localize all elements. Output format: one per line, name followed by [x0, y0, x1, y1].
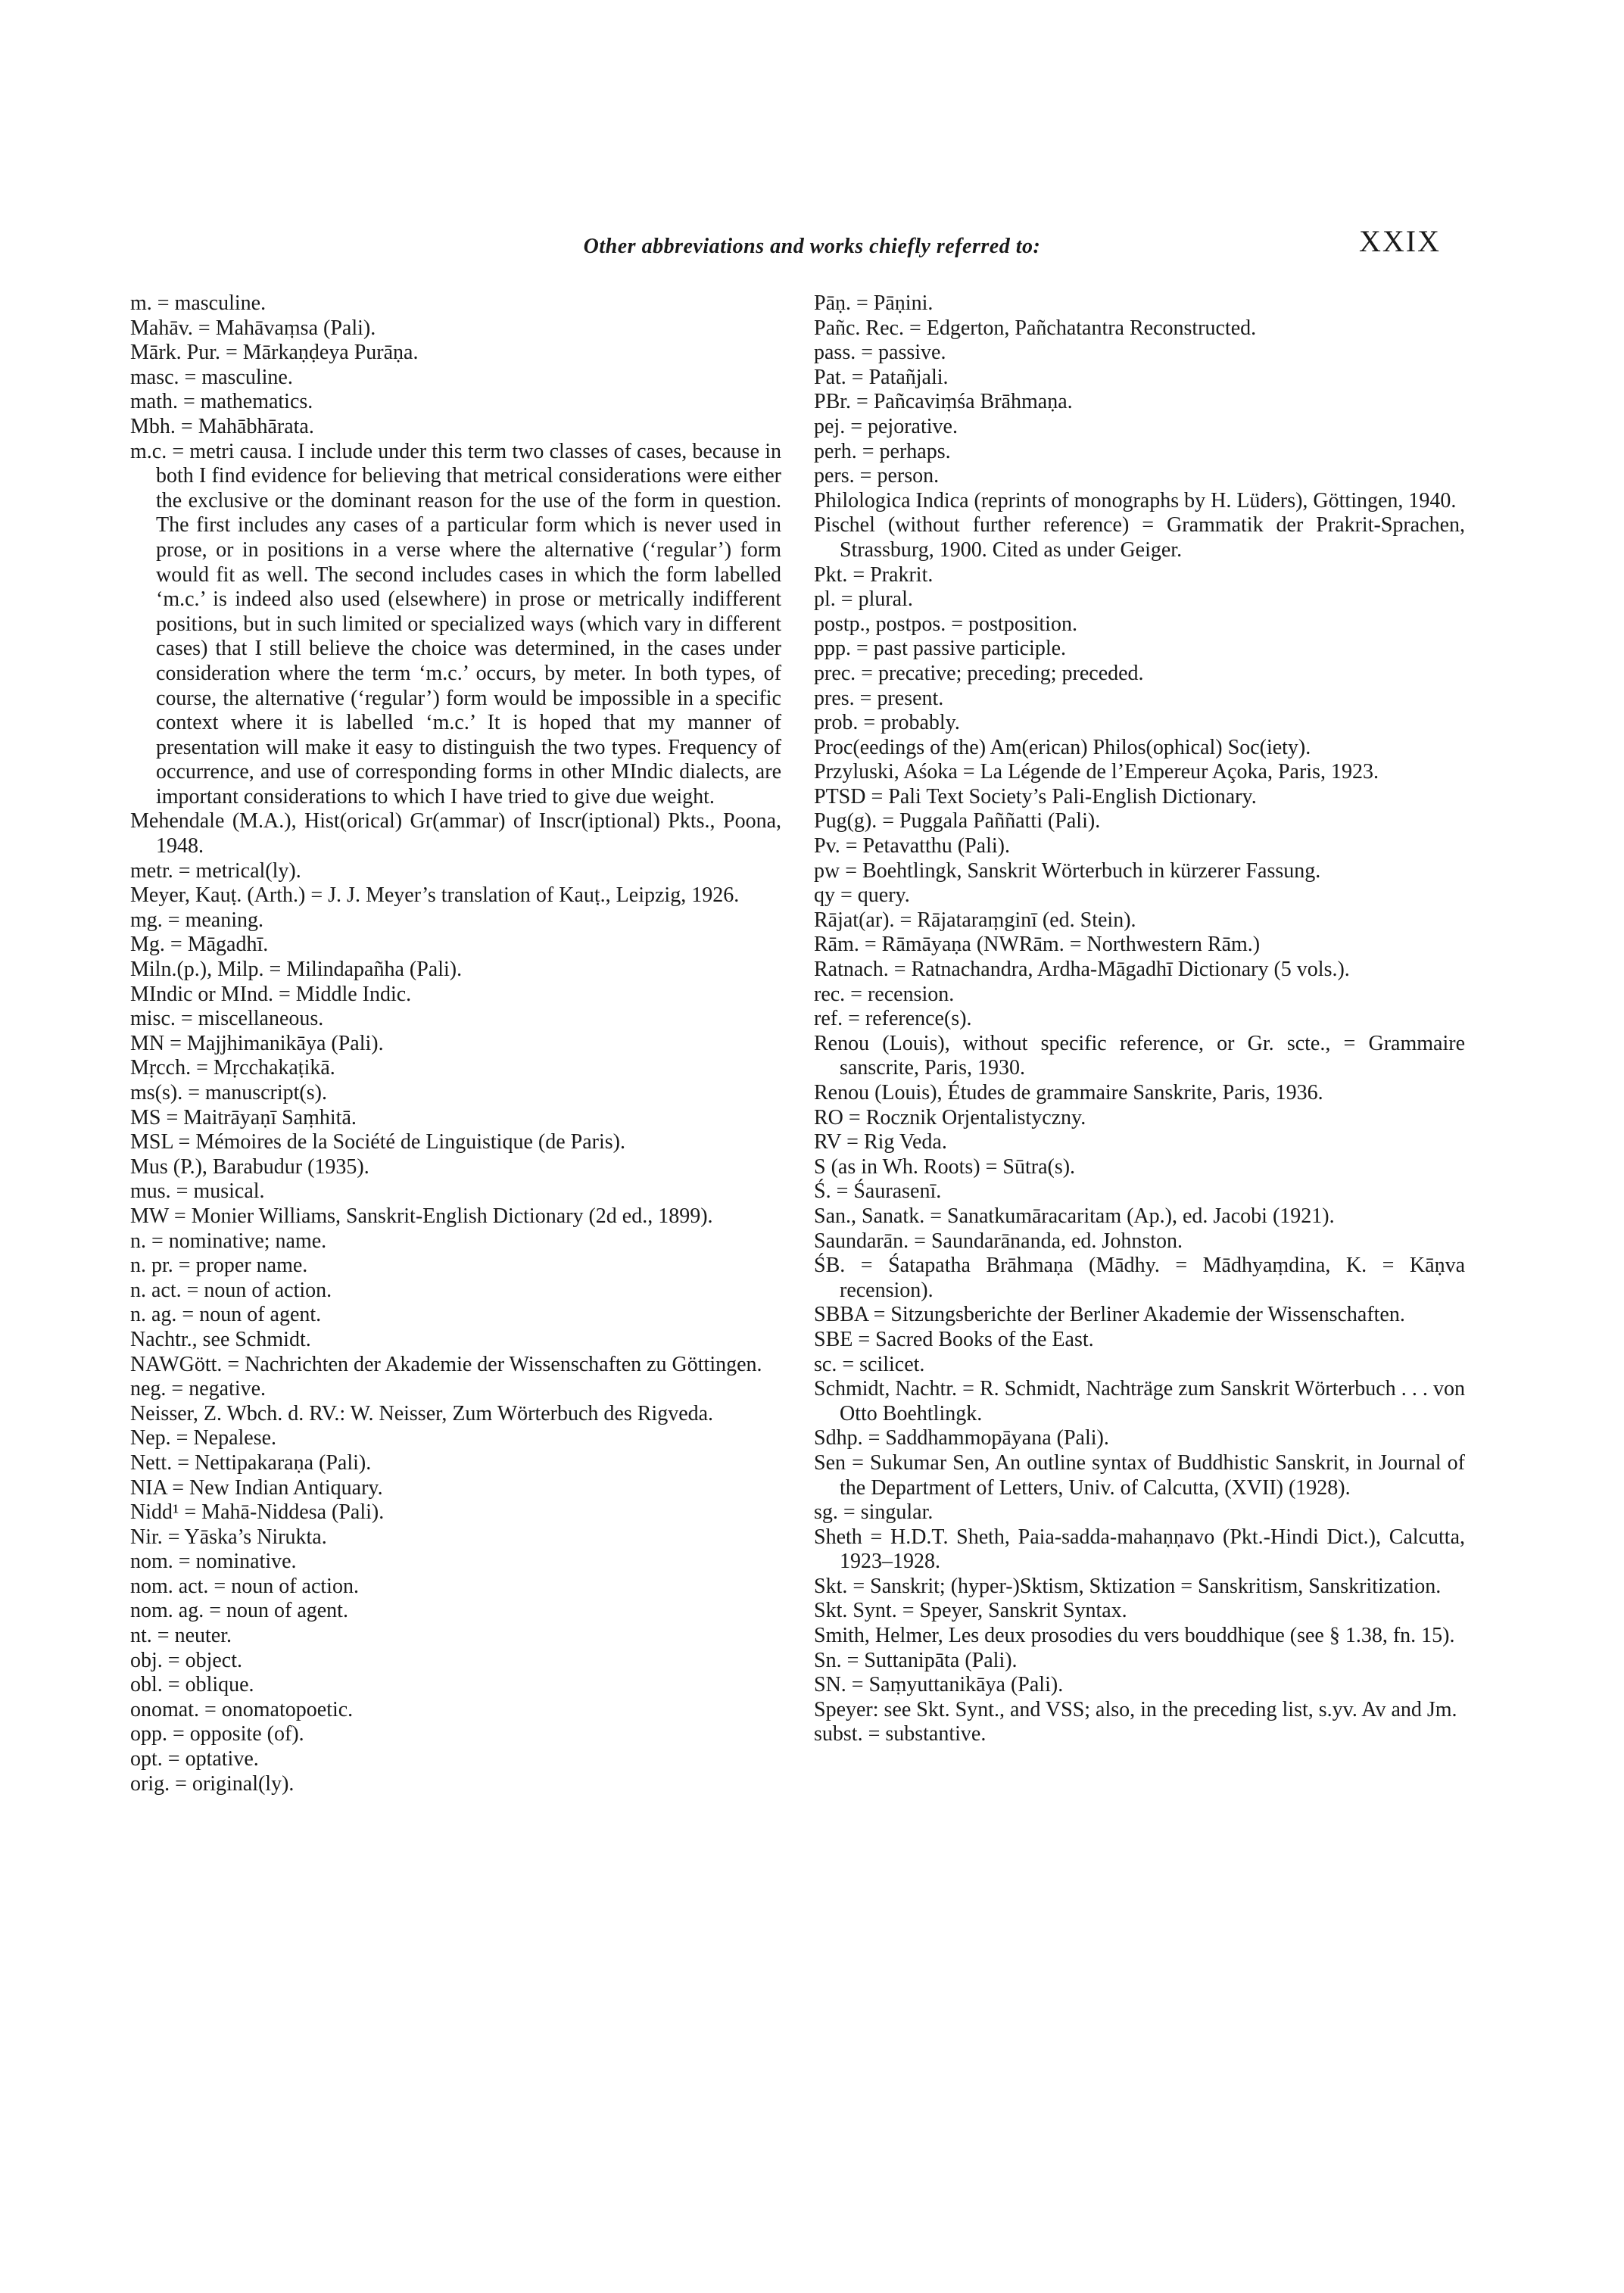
list-item: Sen = Sukumar Sen, An outline syntax of Buddhistic Sanskrit, in Journal of the Department of Letters, Univ. of Calcutta, (XVII) (1928).: [814, 1450, 1465, 1500]
list-item: pw = Boehtlingk, Sanskrit Wörterbuch in kürzerer Fassung.: [814, 858, 1321, 883]
list-item: Rām. = Rāmāyaṇa (NWRām. = Northwestern Rām.): [814, 933, 1261, 957]
list-item: masc. = masculine.: [130, 365, 293, 389]
list-item: Pañc. Rec. = Edgerton, Pañchatantra Reconstructed.: [814, 316, 1257, 340]
list-item: NIA = New Indian Antiquary.: [130, 1475, 383, 1500]
list-item: nom. ag. = noun of agent.: [130, 1599, 348, 1623]
page-number: XXIX: [1359, 224, 1441, 258]
list-item: Nep. = Nepalese.: [130, 1426, 277, 1450]
list-item: ppp. = past passive participle.: [814, 637, 1067, 661]
list-item: NAWGött. = Nachrichten der Akademie der Wissenschaften zu Göttingen.: [130, 1352, 762, 1376]
list-item: Speyer: see Skt. Synt., and VSS; also, in the preceding list, s.yv. Av and Jm.: [814, 1697, 1457, 1721]
list-item: neg. = negative.: [130, 1377, 267, 1401]
list-item: SBE = Sacred Books of the East.: [814, 1327, 1094, 1351]
list-item: Ratnach. = Ratnachandra, Ardha-Māgadhī Dictionary (5 vols.).: [814, 958, 1350, 982]
list-item: opp. = opposite (of).: [130, 1722, 304, 1746]
list-item: Sn. = Suttanipāta (Pali).: [814, 1648, 1018, 1672]
list-item: n. ag. = noun of agent.: [130, 1303, 322, 1327]
list-item: pass. = passive.: [814, 341, 946, 365]
list-item: Nir. = Yāska’s Nirukta.: [130, 1525, 327, 1549]
list-item: mus. = musical.: [130, 1179, 265, 1204]
list-item: nom. act. = noun of action.: [130, 1574, 359, 1598]
list-item: PBr. = Pañcaviṃśa Brāhmaṇa.: [814, 390, 1073, 414]
right-column: [814, 291, 1465, 1747]
list-item: n. pr. = proper name.: [130, 1254, 308, 1278]
running-header: Other abbreviations and works chiefly referred to:: [583, 235, 1041, 258]
list-item: Smith, Helmer, Les deux prosodies du vers bouddhique (see § 1.38, fn. 15).: [814, 1624, 1455, 1648]
list-item: Pug(g). = Puggala Paññatti (Pali).: [814, 809, 1101, 833]
list-item: postp., postpos. = postposition.: [814, 612, 1077, 636]
list-item: Renou (Louis), Études de grammaire Sanskrite, Paris, 1936.: [814, 1081, 1323, 1104]
list-item: Mahāv. = Mahāvaṃsa (Pali).: [130, 316, 376, 340]
list-item: San., Sanatk. = Sanatkumāracaritam (Ap.), ed. Jacobi (1921).: [814, 1204, 1335, 1228]
list-item: Miln.(p.), Milp. = Milindapañha (Pali).: [130, 958, 463, 982]
list-item: metr. = metrical(ly).: [130, 858, 301, 883]
list-item: Pischel (without further reference) = Grammatik der Prakrit-Sprachen, Strassburg, 1900. Cited as under Geiger.: [814, 513, 1465, 562]
list-item: pers. = person.: [814, 464, 940, 488]
list-item: nom. = nominative.: [130, 1550, 297, 1574]
list-item: orig. = original(ly).: [130, 1771, 295, 1796]
list-item: pres. = present.: [814, 686, 944, 710]
list-item: MW = Monier Williams, Sanskrit-English Dictionary (2d ed., 1899).: [130, 1204, 713, 1228]
list-item: Mehendale (M.A.), Hist(orical) Gr(ammar) of Inscr(iptional) Pkts., Poona, 1948.: [130, 809, 781, 858]
list-item: mg. = meaning.: [130, 908, 263, 932]
list-item: n. = nominative; name.: [130, 1229, 327, 1253]
list-item: Meyer, Kauṭ. (Arth.) = J. J. Meyer’s translation of Kauṭ., Leipzig, 1926.: [130, 883, 740, 908]
list-item: obl. = oblique.: [130, 1673, 254, 1697]
list-item: m.c. = metri causa. I include under this term two classes of cases, because in both I find evidence for believing that metrical considerations were either the exclusive or the dominant reason for the use of the form in question. The first includes any cases of a particular form which is never used in prose, or in positions in a verse where the alternative (‘regular’) form would fit as well. The second includes cases in which the form labelled ‘m.c.’ is indeed also used (elsewhere) in prose or metrically indifferent positions, but in such limited or specialized ways (which vary in different cases) that I still believe the choice was determined, in the cases under consideration where the term ‘m.c.’ occurs, by meter. In both types, of course, the alternative (‘regular’) form would be impossible in a specific context where it is labelled ‘m.c.’ It is hoped that my manner of presentation will make it easy to distinguish the two types. Frequency of occurrence, and use of corresponding forms in other MIndic dialects, are important considerations to which I have tried to give due weight.: [130, 439, 781, 808]
list-item: S (as in Wh. Roots) = Sūtra(s).: [814, 1154, 1076, 1179]
list-item: SN. = Saṃyuttanikāya (Pali).: [814, 1673, 1064, 1697]
list-item: prob. = probably.: [814, 711, 960, 735]
list-item: Sdhp. = Saddhammopāyana (Pali).: [814, 1426, 1109, 1450]
list-item: Przyluski, Aśoka = La Légende de l’Empereur Açoka, Paris, 1923.: [814, 760, 1379, 784]
list-item: Pāṇ. = Pāṇini.: [814, 291, 934, 315]
list-item: Renou (Louis), without specific reference, or Gr. scte., = Grammaire sanscrite, Paris, 1930.: [814, 1031, 1465, 1080]
list-item: Pv. = Petavatthu (Pali).: [814, 834, 1010, 858]
list-item: perh. = perhaps.: [814, 439, 951, 463]
list-item: ŚB. = Śatapatha Brāhmaṇa (Mādhy. = Mādhyaṃdina, K. = Kāṇva recension).: [814, 1254, 1465, 1302]
list-item: sg. = singular.: [814, 1500, 934, 1525]
list-item: Pat. = Patañjali.: [814, 365, 949, 389]
list-item: rec. = recension.: [814, 982, 955, 1006]
list-item: qy = query.: [814, 883, 910, 908]
list-item: Rājat(ar). = Rājataraṃginī (ed. Stein).: [814, 908, 1136, 932]
list-item: Mṛcch. = Mṛcchakaṭikā.: [130, 1056, 335, 1080]
list-item: Nidd¹ = Mahā-Niddesa (Pali).: [130, 1500, 385, 1525]
list-item: ref. = reference(s).: [814, 1007, 972, 1031]
list-item: pej. = pejorative.: [814, 414, 958, 438]
list-item: math. = mathematics.: [130, 390, 313, 414]
list-item: misc. = miscellaneous.: [130, 1007, 324, 1031]
list-item: RV = Rig Veda.: [814, 1130, 947, 1154]
list-item: Mus (P.), Barabudur (1935).: [130, 1154, 369, 1179]
list-item: Neisser, Z. Wbch. d. RV.: W. Neisser, Zum Wörterbuch des Rigveda.: [130, 1401, 714, 1425]
list-item: Sheth = H.D.T. Sheth, Paia-sadda-mahaṇṇavo (Pkt.-Hindi Dict.), Calcutta, 1923–1928.: [814, 1525, 1465, 1574]
list-item: nt. = neuter.: [130, 1624, 232, 1648]
list-item: Mg. = Māgadhī.: [130, 933, 269, 957]
list-item: MN = Majjhimanikāya (Pali).: [130, 1031, 384, 1055]
list-item: MIndic or MInd. = Middle Indic.: [130, 982, 412, 1006]
list-item: Saundarān. = Saundarānanda, ed. Johnston.: [814, 1229, 1183, 1253]
list-item: Pkt. = Prakrit.: [814, 562, 934, 587]
list-item: sc. = scilicet.: [814, 1352, 925, 1376]
list-item: Mārk. Pur. = Mārkaṇḍeya Purāṇa.: [130, 341, 419, 365]
list-item: pl. = plural.: [814, 587, 913, 612]
list-item: m. = masculine.: [130, 291, 267, 315]
list-item: SBBA = Sitzungsberichte der Berliner Akademie der Wissenschaften.: [814, 1303, 1405, 1327]
list-item: subst. = substantive.: [814, 1722, 987, 1746]
list-item: PTSD = Pali Text Society’s Pali-English Dictionary.: [814, 784, 1257, 808]
list-item: Skt. = Sanskrit; (hyper-)Sktism, Sktization = Sanskritism, Sanskritization.: [814, 1574, 1442, 1598]
list-item: n. act. = noun of action.: [130, 1278, 332, 1302]
list-item: prec. = precative; preceding; preceded.: [814, 661, 1144, 685]
list-item: RO = Rocznik Orjentalistyczny.: [814, 1105, 1086, 1129]
list-item: obj. = object.: [130, 1648, 242, 1672]
left-column: [130, 291, 781, 1796]
list-item: Schmidt, Nachtr. = R. Schmidt, Nachträge zum Sanskrit Wörterbuch . . . von Otto Boehtlingk.: [814, 1377, 1465, 1425]
list-item: Nachtr., see Schmidt.: [130, 1327, 311, 1351]
list-item: Nett. = Nettipakaraṇa (Pali).: [130, 1450, 372, 1475]
list-item: Skt. Synt. = Speyer, Sanskrit Syntax.: [814, 1599, 1127, 1623]
list-item: MSL = Mémoires de la Société de Linguistique (de Paris).: [130, 1130, 625, 1154]
list-item: Ś. = Śaurasenī.: [814, 1179, 942, 1204]
list-item: Proc(eedings of the) Am(erican) Philos(ophical) Soc(iety).: [814, 735, 1311, 759]
list-item: MS = Maitrāyaṇī Saṃhitā.: [130, 1105, 357, 1129]
list-item: onomat. = onomatopoetic.: [130, 1697, 354, 1721]
list-item: ms(s). = manuscript(s).: [130, 1081, 327, 1104]
list-item: opt. = optative.: [130, 1747, 259, 1771]
list-item: Mbh. = Mahābhārata.: [130, 414, 314, 438]
list-item: Philologica Indica (reprints of monographs by H. Lüders), Göttingen, 1940.: [814, 488, 1457, 512]
